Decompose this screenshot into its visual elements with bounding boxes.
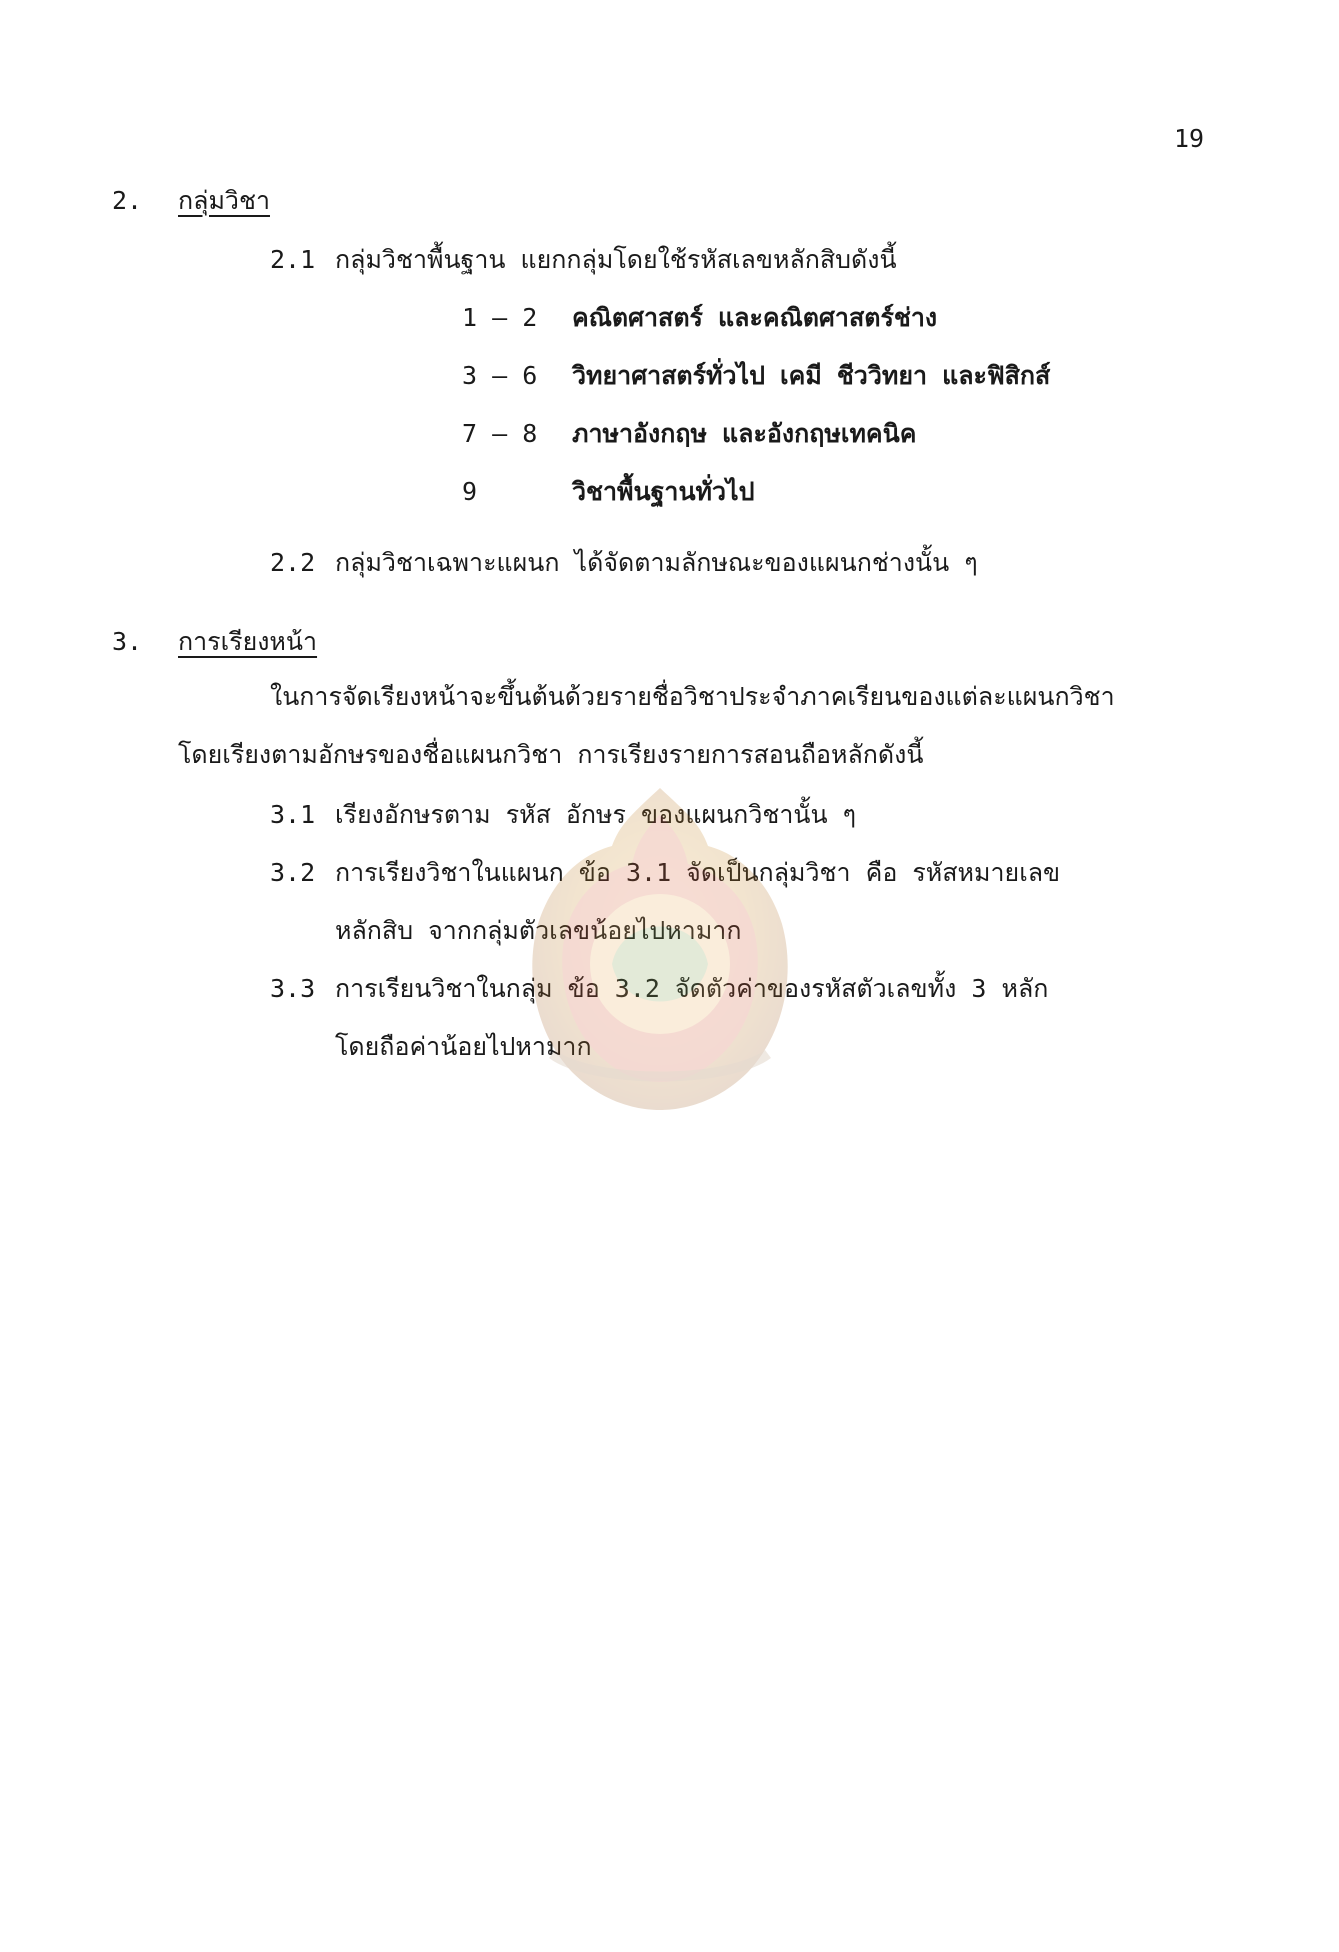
- section-3-number: 3.: [112, 627, 143, 656]
- paragraph-line: โดยเรียงตามอักษรของชื่อแผนกวิชา การเรียงรายการสอนถือหลักดังนี้: [178, 740, 924, 769]
- subject-code: 1 – 2: [462, 303, 538, 332]
- subject-description: วิทยาศาสตร์ทั่วไป เคมี ชีววิทยา และฟิสิกส์: [572, 361, 1051, 390]
- emblem-watermark: [512, 784, 808, 1114]
- page-number: 19: [1174, 124, 1205, 153]
- item-3-3-continuation: โดยถือค่าน้อยไปหามาก: [335, 1032, 592, 1061]
- section-3-title: การเรียงหน้า: [178, 627, 318, 656]
- item-3-1-text: เรียงอักษรตาม รหัส อักษร ของแผนกวิชานั้น ๆ: [335, 800, 857, 829]
- item-3-1-number: 3.1: [270, 800, 316, 829]
- subject-code: 3 – 6: [462, 361, 538, 390]
- item-3-2-continuation: หลักสิบ จากกลุ่มตัวเลขน้อยไปหามาก: [335, 916, 742, 945]
- paragraph-line: ในการจัดเรียงหน้าจะขึ้นต้นด้วยรายชื่อวิชาประจำภาคเรียนของแต่ละแผนกวิชา: [270, 682, 1115, 711]
- subject-code: 7 – 8: [462, 419, 538, 448]
- item-3-2-text: การเรียงวิชาในแผนก ข้อ 3.1 จัดเป็นกลุ่มวิชา คือ รหัสหมายเลข: [335, 858, 1061, 887]
- item-2-1-text: กลุ่มวิชาพื้นฐาน แยกกลุ่มโดยใช้รหัสเลขหลักสิบดังนี้: [335, 245, 897, 274]
- item-3-2-number: 3.2: [270, 858, 316, 887]
- item-3-3-text: การเรียนวิชาในกลุ่ม ข้อ 3.2 จัดตัวค่าของรหัสตัวเลขทั้ง 3 หลัก: [335, 974, 1049, 1003]
- subject-code: 9: [462, 477, 478, 506]
- item-2-2-text: กลุ่มวิชาเฉพาะแผนก ได้จัดตามลักษณะของแผนกช่างนั้น ๆ: [335, 548, 978, 577]
- subject-description: ภาษาอังกฤษ และอังกฤษเทคนิค: [572, 419, 917, 448]
- item-2-1-number: 2.1: [270, 245, 316, 274]
- item-3-3-number: 3.3: [270, 974, 316, 1003]
- item-2-2-number: 2.2: [270, 548, 316, 577]
- subject-description: วิชาพื้นฐานทั่วไป: [572, 477, 755, 506]
- subject-description: คณิตศาสตร์ และคณิตศาสตร์ช่าง: [572, 303, 938, 332]
- section-2-title: กลุ่มวิชา: [178, 186, 270, 215]
- section-2-number: 2.: [112, 186, 143, 215]
